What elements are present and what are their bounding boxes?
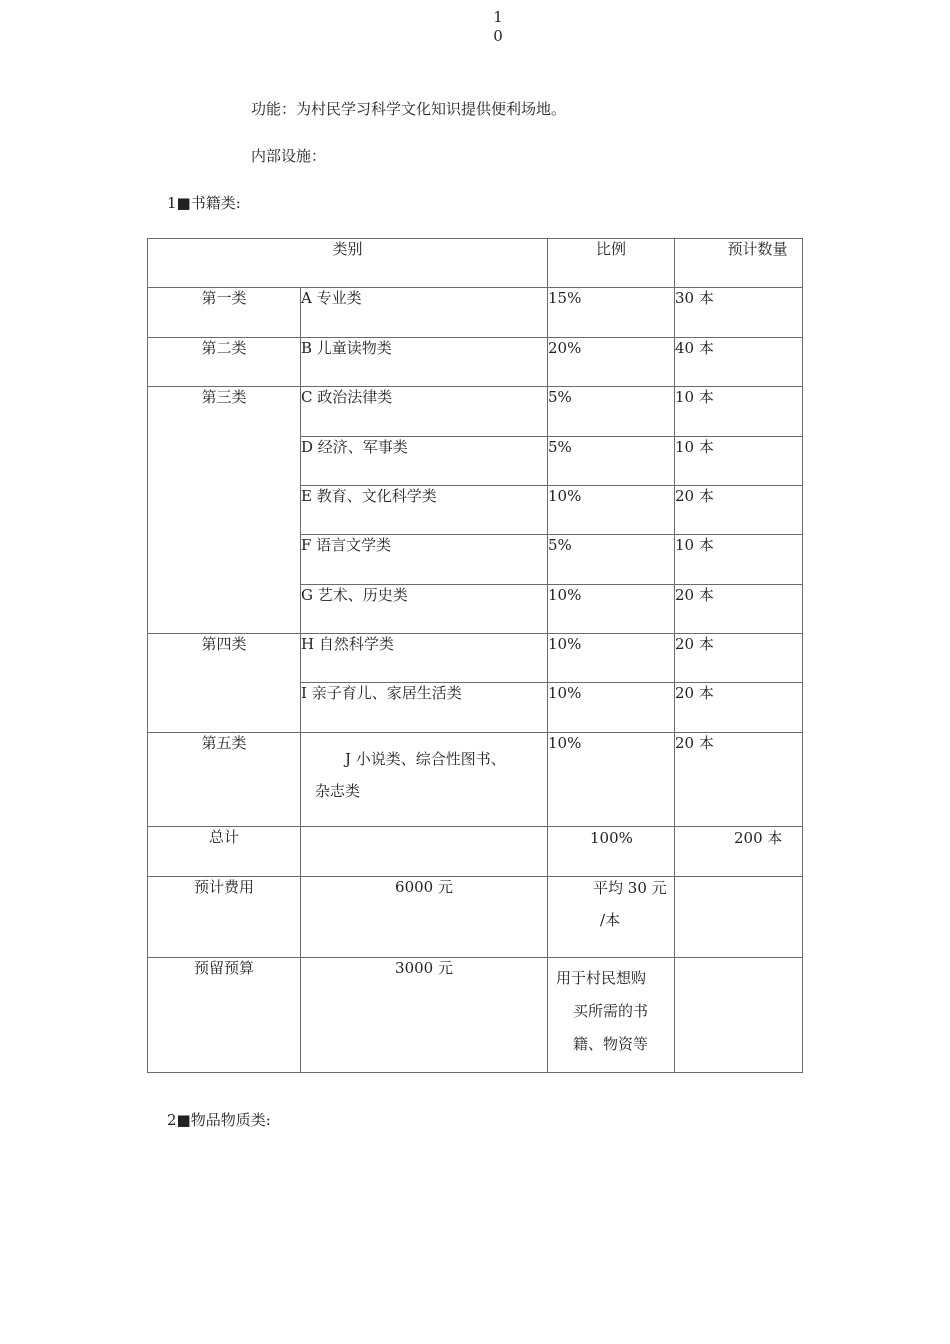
books-table [147, 238, 803, 1073]
row-quantity: 30 本 [675, 288, 803, 338]
row-ratio: 10% [548, 733, 675, 827]
total-ratio: 100% [548, 827, 675, 877]
row-category-name: A 专业类 [301, 288, 548, 338]
row-quantity: 20 本 [675, 585, 803, 634]
row-quantity: 10 本 [675, 437, 803, 486]
row-category-name: B 儿童读物类 [301, 338, 548, 387]
row-quantity: 10 本 [675, 535, 803, 585]
row-ratio: 10% [548, 634, 675, 683]
function-paragraph: 功能：为村民学习科学文化知识提供便利场地。 [251, 100, 567, 118]
row-category-name: I 亲子育儿、家居生活类 [301, 683, 548, 733]
section-2-heading: 2■物品物质类: [167, 1111, 271, 1129]
cost-note-line-1: 平均 30 元 [593, 879, 667, 897]
facilities-label: 内部设施： [251, 147, 327, 165]
row-category-name: G 艺术、历史类 [301, 585, 548, 634]
row-category-name-line-1: J 小说类、综合性图书、 [345, 750, 506, 768]
row-quantity: 20 本 [675, 733, 803, 827]
row-ratio: 10% [548, 585, 675, 634]
total-name [301, 827, 548, 877]
cost-amount: 6000 元 [301, 877, 548, 958]
row-quantity: 20 本 [675, 486, 803, 535]
reserve-label: 预留预算 [148, 958, 301, 1073]
table-row [148, 338, 803, 387]
cost-label: 预计费用 [148, 877, 301, 958]
page-number [491, 8, 505, 46]
row-ratio: 10% [548, 683, 675, 733]
row-ratio: 5% [548, 437, 675, 486]
row-quantity: 20 本 [675, 634, 803, 683]
table-row [148, 387, 803, 437]
header-category: 类别 [148, 239, 548, 288]
row-quantity: 20 本 [675, 683, 803, 733]
row-group-label: 第三类 [148, 387, 301, 634]
row-category-name: H 自然科学类 [301, 634, 548, 683]
row-ratio: 5% [548, 535, 675, 585]
row-group-label: 第二类 [148, 338, 301, 387]
cost-note [548, 877, 675, 958]
table-cost-row [148, 877, 803, 958]
row-category-name: F 语言文学类 [301, 535, 548, 585]
row-category-name [301, 733, 548, 827]
table-reserve-row [148, 958, 803, 1073]
row-category-name: C 政治法律类 [301, 387, 548, 437]
row-category-name-line-2: 杂志类 [315, 782, 361, 800]
reserve-amount: 3000 元 [301, 958, 548, 1073]
row-ratio: 20% [548, 338, 675, 387]
row-quantity: 40 本 [675, 338, 803, 387]
table-total-row [148, 827, 803, 877]
section-1-heading: 1■书籍类: [167, 194, 241, 212]
reserve-note-line-2: 买所需的书 [573, 1002, 649, 1020]
row-ratio: 15% [548, 288, 675, 338]
reserve-empty-cell [675, 958, 803, 1073]
row-ratio: 10% [548, 486, 675, 535]
table-row [148, 288, 803, 338]
row-category-name: E 教育、文化科学类 [301, 486, 548, 535]
table-row [148, 634, 803, 683]
row-group-label: 第四类 [148, 634, 301, 733]
table-header-row [148, 239, 803, 288]
header-ratio: 比例 [548, 239, 675, 288]
header-quantity: 预计数量 [675, 239, 803, 288]
total-label: 总计 [148, 827, 301, 877]
row-group-label: 第五类 [148, 733, 301, 827]
reserve-note [548, 958, 675, 1073]
page-number-digit-1: 1 [493, 8, 503, 26]
cost-empty-cell [675, 877, 803, 958]
row-group-label: 第一类 [148, 288, 301, 338]
total-quantity: 200 本 [675, 827, 803, 877]
row-quantity: 10 本 [675, 387, 803, 437]
table-row [148, 733, 803, 827]
reserve-note-line-3: 籍、物资等 [573, 1035, 649, 1053]
page-number-digit-2: 0 [493, 27, 503, 45]
reserve-note-line-1: 用于村民想购 [556, 969, 647, 987]
cost-note-line-2: /本 [600, 911, 621, 929]
row-ratio: 5% [548, 387, 675, 437]
row-category-name: D 经济、军事类 [301, 437, 548, 486]
